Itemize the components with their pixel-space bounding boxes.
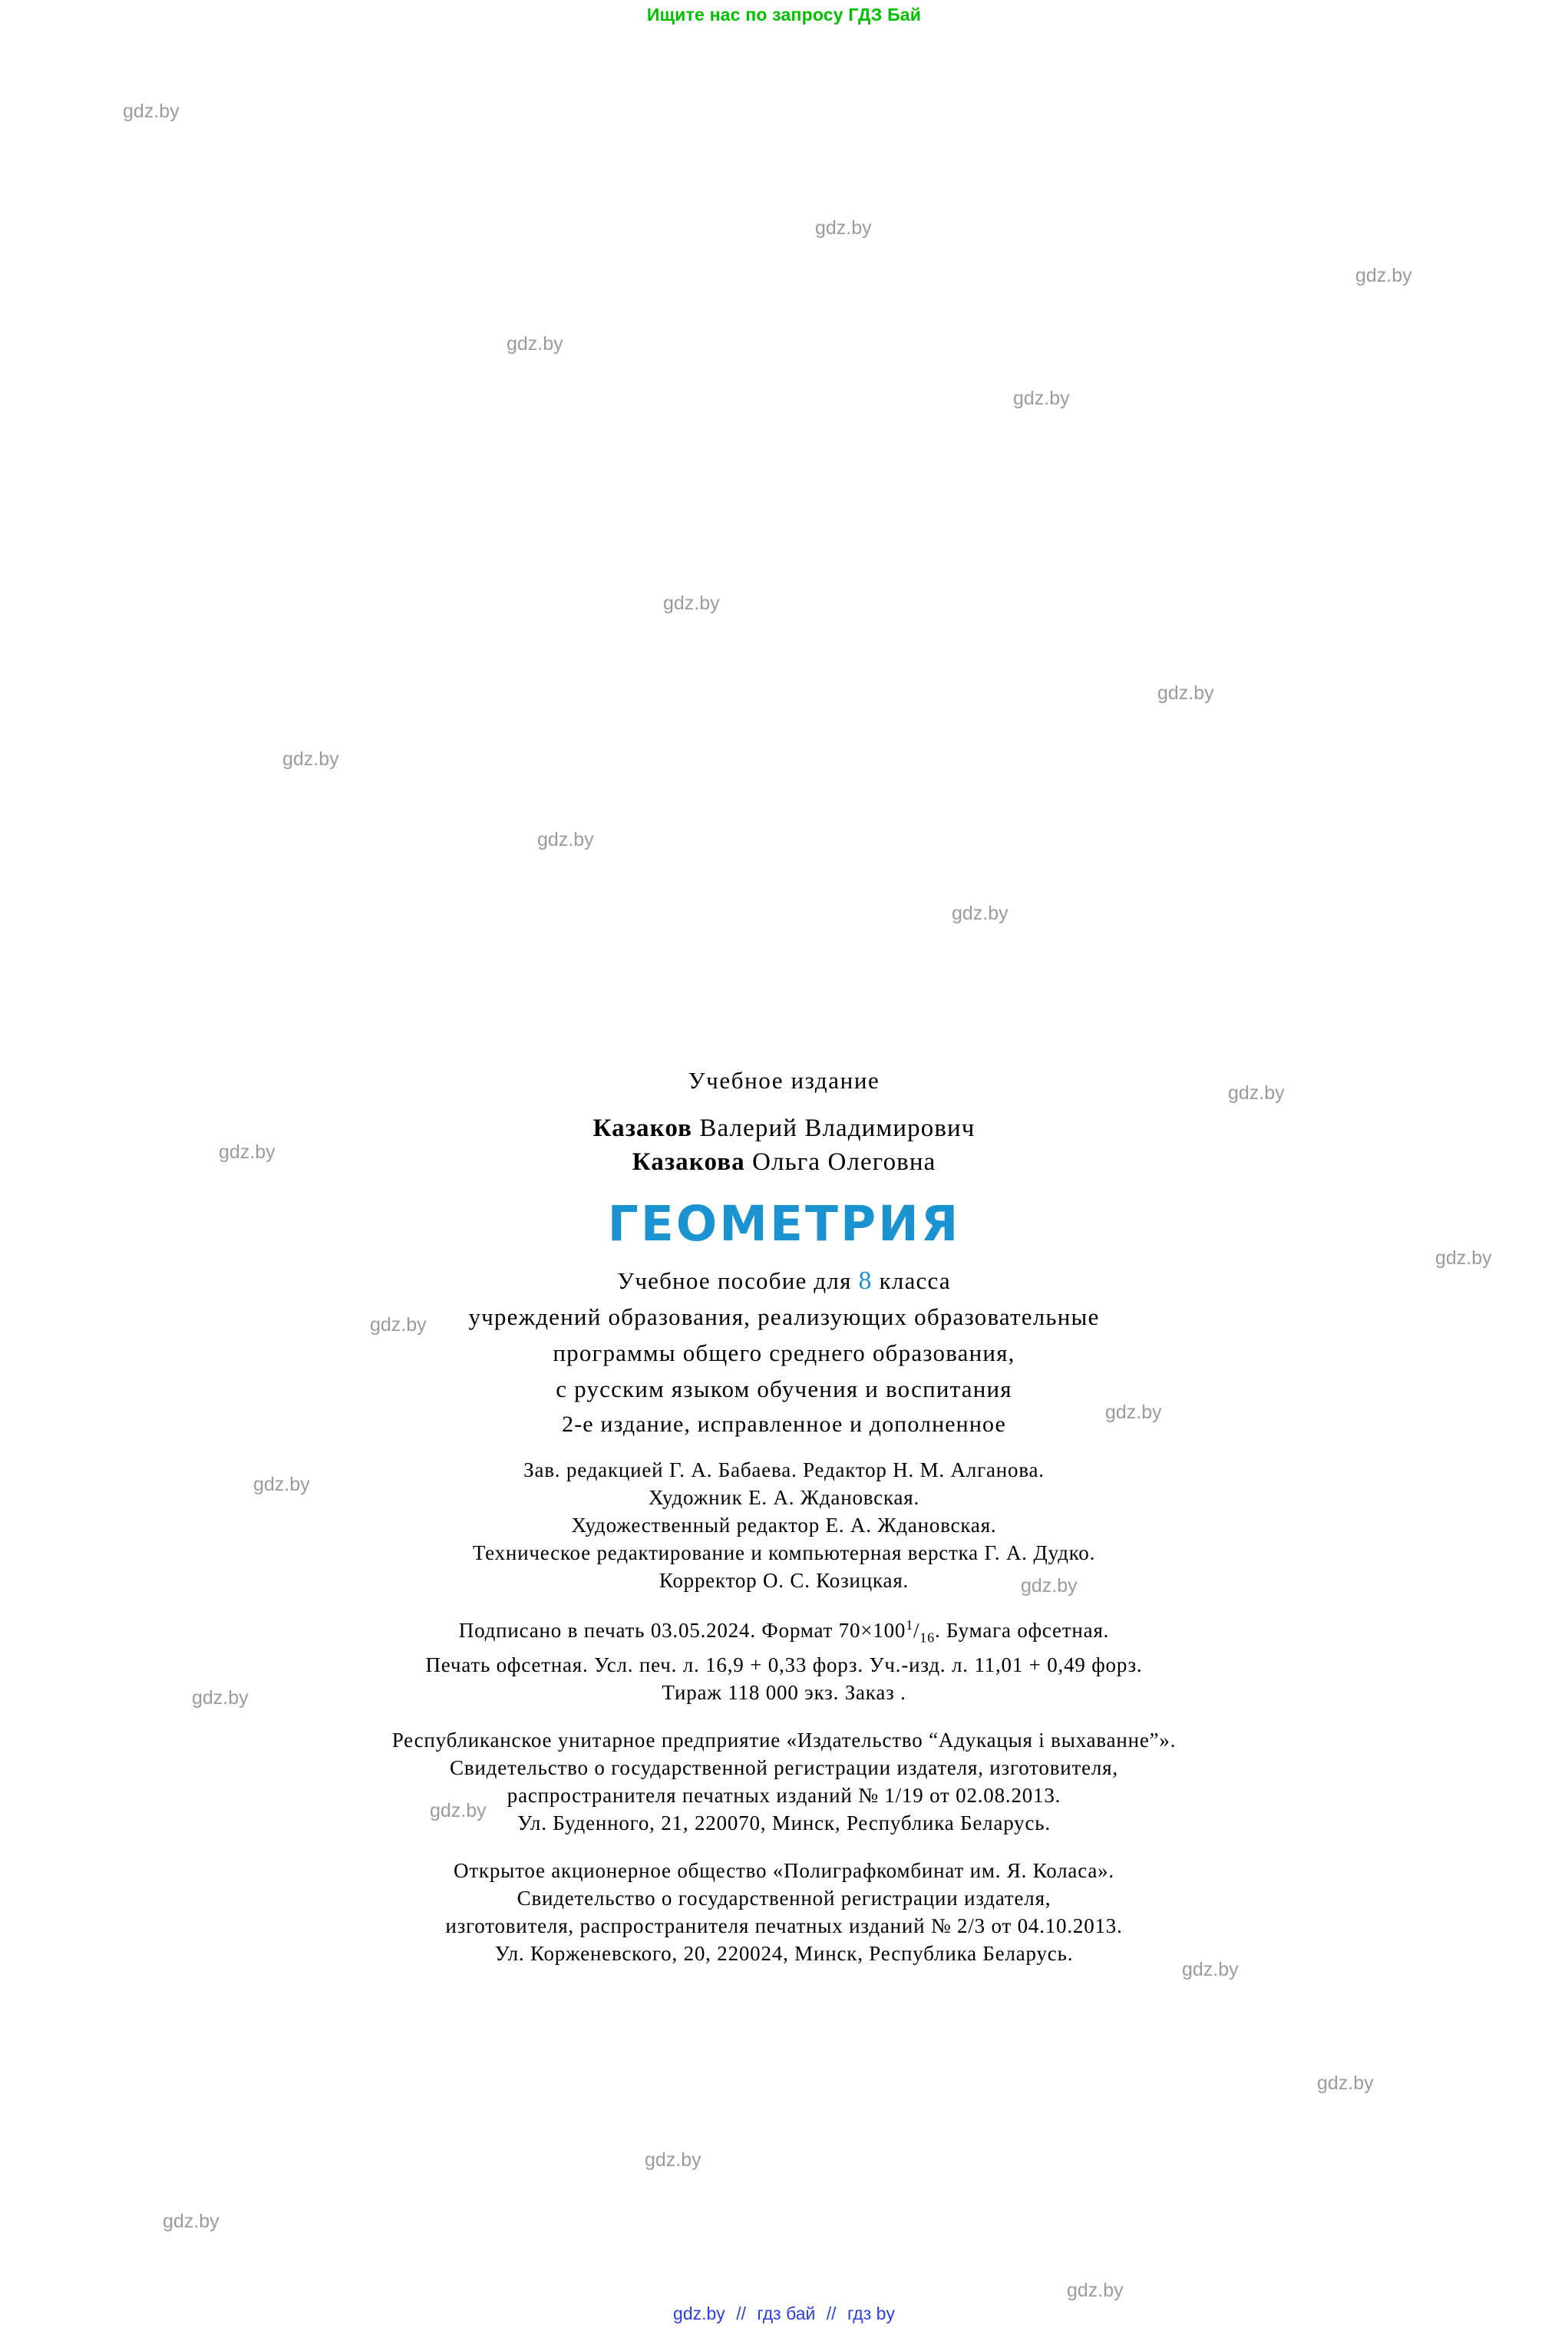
publisher-block [0,1726,1568,1837]
watermark-1: gdz.by [815,217,872,239]
watermark-11: gdz.by [219,1141,276,1163]
footer-links [0,2303,1568,2324]
format-numerator: 1 [906,1617,914,1633]
subtitle-line-1: учреждений образования, реализующих образовательные [468,1303,1100,1330]
book-title: ГЕОМЕТРИЯ [607,1196,961,1252]
watermark-15: gdz.by [253,1474,310,1495]
format-denominator: 16 [919,1630,935,1646]
subtitle-suffix: класса [879,1267,951,1294]
credit-line-3: Художественный редактор Е. А. Ждановская. [571,1514,997,1537]
printer-block [0,1857,1568,1967]
watermark-22: gdz.by [163,2211,220,2232]
printer-line-4: Ул. Корженевского, 20, 220024, Минск, Республика Беларусь. [494,1942,1074,1966]
printer-line-3: изготовителя, распространителя печатных изданий № 2/3 от 04.10.2013. [445,1914,1123,1938]
print-info-block [0,1611,1568,1706]
watermark-16: gdz.by [1021,1575,1078,1597]
watermark-14: gdz.by [1105,1402,1162,1423]
author-2 [0,1145,1568,1179]
footer-separator-2: // [826,2303,837,2323]
author-1-names: Валерий Владимирович [699,1115,975,1142]
footer-link-gdz-bai[interactable]: гдз бай [757,2303,816,2323]
printer-line-2: Свидетельство о государственной регистрации издателя, [517,1887,1051,1910]
print-info-line-2: Печать офсетная. Усл. печ. л. 16,9 + 0,33 форз. Уч.-изд. л. 11,01 + 0,49 форз. [425,1653,1143,1677]
watermark-3: gdz.by [507,333,563,355]
printer-line-1: Открытое акционерное общество «Полиграфкомбинат им. Я. Коласа». [454,1859,1114,1883]
edition-note: 2-е издание, исправленное и дополненное [562,1412,1006,1437]
author-2-lastname: Казакова [632,1148,745,1176]
promo-banner: Ищите нас по запросу ГДЗ Бай [646,5,922,25]
credit-line-5: Корректор О. С. Козицкая. [659,1569,909,1592]
publisher-line-1: Республиканское унитарное предприятие «Издательство “Адукацыя i выхаванне”». [391,1729,1177,1752]
author-2-names: Ольга Олеговна [752,1148,936,1176]
credit-line-2: Художник Е. А. Ждановская. [649,1486,919,1509]
watermark-10: gdz.by [1228,1082,1285,1104]
watermark-5: gdz.by [663,593,720,614]
watermark-2: gdz.by [1355,265,1412,286]
watermark-0: gdz.by [123,101,180,122]
watermark-17: gdz.by [192,1687,249,1709]
document-colophon [0,1067,1568,1967]
subtitle-line-2: программы общего среднего образования, [553,1339,1015,1366]
print-info-line-3: Тираж 118 000 экз. Заказ . [662,1681,906,1705]
watermark-7: gdz.by [282,748,339,770]
author-1-lastname: Казаков [593,1115,693,1142]
publisher-line-2: Свидетельство о государственной регистрации издателя, изготовителя, [450,1756,1118,1780]
publisher-line-4: Ул. Буденного, 21, 220070, Минск, Республика Беларусь. [517,1811,1051,1835]
print-info-line-1: Подписано в печать 03.05.2024. Формат $70\times 100^1/_{16}$. Бумага офсетная. [458,1617,1110,1646]
credit-line-1: Зав. редакцией Г. А. Бабаева. Редактор Н. М. Алганова. [523,1458,1045,1481]
watermark-4: gdz.by [1013,388,1070,409]
watermark-18: gdz.by [430,1800,487,1821]
watermark-20: gdz.by [1317,2072,1374,2094]
subtitle-prefix: Учебное пособие для [617,1267,852,1294]
watermark-21: gdz.by [645,2149,701,2171]
watermark-13: gdz.by [370,1314,427,1336]
watermark-19: gdz.by [1182,1959,1239,1980]
grade-number: 8 [858,1266,873,1295]
footer-separator-1: // [736,2303,746,2323]
print-info-line-1a: Подписано в печать 03.05.2024. Формат 70×100 [458,1619,906,1642]
watermark-23: gdz.by [1067,2280,1124,2301]
watermark-12: gdz.by [1435,1247,1492,1269]
subtitle-line-3: с русским языком обучения и воспитания [556,1375,1012,1402]
subtitle-line-grade [0,1263,1568,1299]
watermark-9: gdz.by [952,903,1008,924]
publisher-line-3: распространителя печатных изданий № 1/19 от 02.08.2013. [507,1784,1061,1808]
credits-block [0,1456,1568,1594]
footer-link-gdz-by-cyr[interactable]: гдз by [847,2303,895,2323]
print-info-line-1b: . Бумага офсетная. [934,1619,1110,1642]
author-1 [0,1111,1568,1145]
watermark-6: gdz.by [1157,682,1214,704]
watermark-8: gdz.by [537,829,594,850]
edition-label: Учебное издание [688,1067,880,1094]
footer-link-gdz-by[interactable]: gdz.by [673,2303,725,2323]
credit-line-4: Техническое редактирование и компьютерная верстка Г. А. Дудко. [472,1541,1096,1564]
